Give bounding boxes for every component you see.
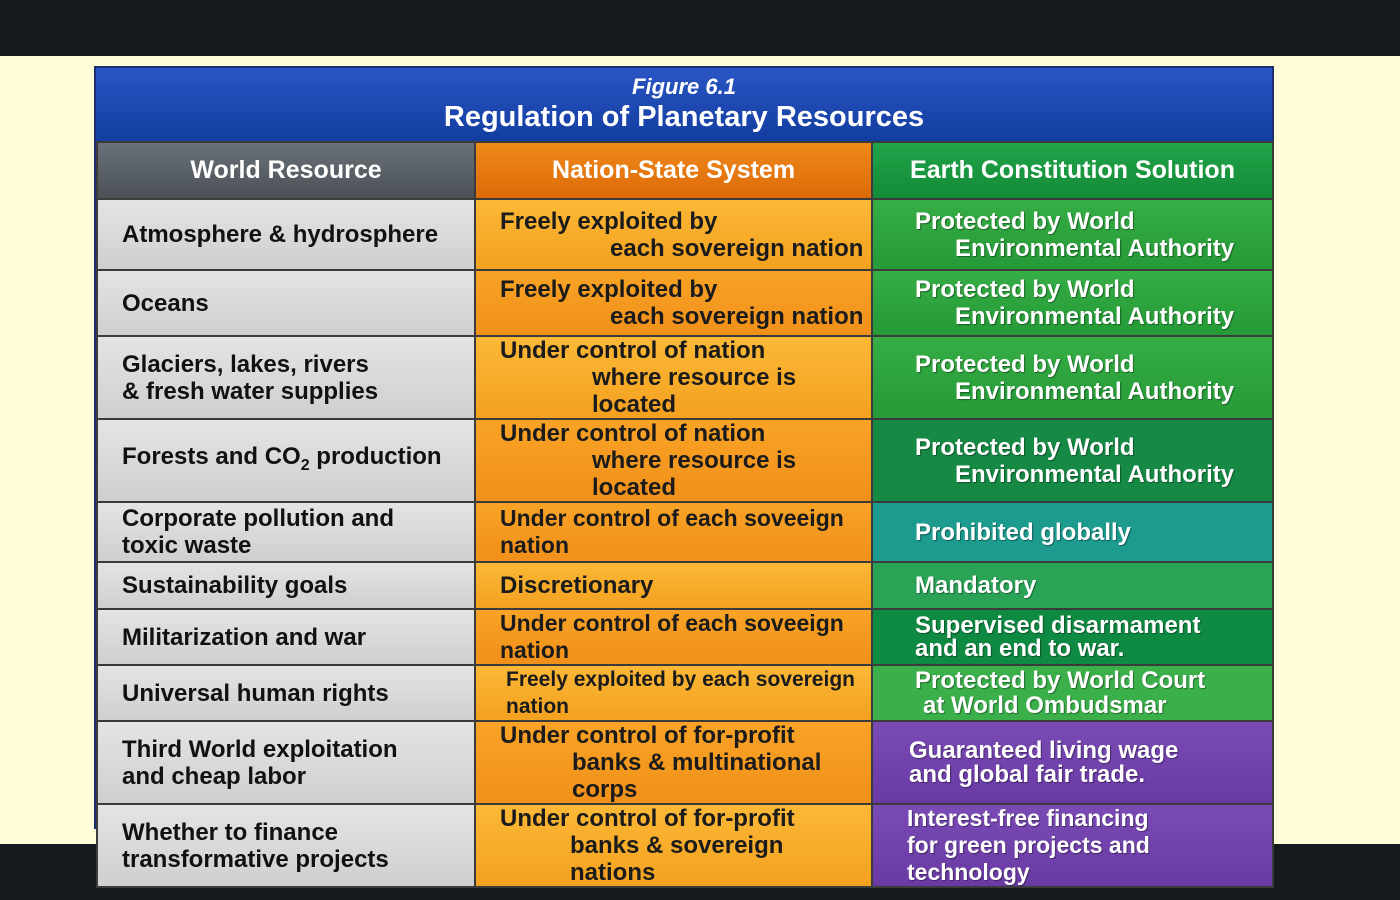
nation-state-line: where resource is located [592, 447, 797, 501]
resource-line [122, 443, 474, 479]
nation-state-line: Under control of each soveeign nation [500, 505, 844, 558]
nation-state-line: Under control of each soveeign nation [500, 610, 844, 663]
solution-line: Protected by World Court [915, 667, 1206, 694]
solution-line: Environmental Authority [955, 234, 1235, 262]
title-bar [96, 68, 1272, 141]
nation-state-cell [475, 721, 872, 804]
solution-line: and global fair trade. [909, 760, 1146, 788]
resource-line: Corporate pollution and [122, 505, 394, 532]
resource-line: Militarization and war [122, 623, 367, 651]
figure-canvas [0, 56, 1400, 886]
solution-line: Interest-free financing [907, 805, 1149, 831]
table-row [97, 721, 1273, 804]
resource-line: Glaciers, lakes, rivers [122, 350, 369, 378]
solution-line: and an end to war. [915, 635, 1125, 662]
nation-state-cell [475, 419, 872, 502]
solution-cell [872, 270, 1273, 336]
resource-cell [97, 336, 475, 419]
resource-line: Sustainability goals [122, 572, 348, 599]
solution-line: for green projects and technology [907, 832, 1150, 885]
solution-line: Guaranteed living wage [909, 736, 1179, 764]
nation-state-cell [475, 270, 872, 336]
solution-line: Environmental Authority [955, 460, 1235, 488]
nation-state-line: Under control of nation [500, 337, 766, 364]
nation-state-line: Under control of nation [500, 420, 766, 447]
header-nation-state-system: Nation-State System [475, 142, 872, 199]
table-row [97, 199, 1273, 270]
solution-line: Prohibited globally [915, 518, 1132, 546]
resource-table [96, 141, 1274, 888]
resource-line: & fresh water supplies [122, 377, 379, 405]
nation-state-line: banks & multinational corps [572, 749, 822, 803]
resource-cell [97, 502, 475, 562]
solution-line: Protected by World [915, 207, 1135, 235]
solution-cell [872, 562, 1273, 609]
resource-line: Universal human rights [122, 679, 389, 707]
solution-cell [872, 665, 1273, 721]
table-row [97, 609, 1273, 665]
resource-line: Whether to finance [122, 818, 339, 846]
solution-line: Supervised disarmament [915, 612, 1201, 639]
resource-cell [97, 804, 475, 887]
resource-text: Forests and CO [122, 442, 301, 470]
nation-state-line: Freely exploited by [500, 276, 718, 303]
solution-cell [872, 609, 1273, 665]
figure-number: Figure 6.1 [632, 74, 736, 99]
table-row [97, 804, 1273, 887]
solution-cell [872, 721, 1273, 804]
nation-state-cell [475, 199, 872, 270]
solution-line: Environmental Authority [955, 303, 1235, 330]
solution-line: Mandatory [915, 572, 1037, 599]
resource-line: Third World exploitation [122, 735, 398, 763]
solution-cell [872, 336, 1273, 419]
resource-line: toxic waste [122, 532, 252, 559]
solution-line: Protected by World [915, 433, 1135, 461]
nation-state-line: Under control of for-profit [500, 722, 795, 749]
header-world-resource: World Resource [97, 142, 475, 199]
nation-state-line: Under control of for-profit [500, 805, 795, 832]
nation-state-cell [475, 609, 872, 665]
resource-line: transformative projects [122, 845, 389, 873]
resource-line: Atmosphere & hydrosphere [122, 221, 439, 248]
solution-cell [872, 502, 1273, 562]
solution-cell [872, 199, 1273, 270]
table-row [97, 336, 1273, 419]
table-row [97, 419, 1273, 502]
solution-cell [872, 804, 1273, 887]
solution-cell [872, 419, 1273, 502]
table-row [97, 562, 1273, 609]
resource-text: production [309, 442, 442, 470]
header-row [97, 142, 1273, 199]
solution-line: at World Ombudsmar [923, 692, 1167, 719]
resource-cell [97, 721, 475, 804]
nation-state-line: banks & sovereign nations [570, 832, 784, 886]
resource-cell [97, 270, 475, 336]
resource-cell [97, 199, 475, 270]
figure-title: Regulation of Planetary Resources [443, 101, 925, 133]
nation-state-cell [475, 336, 872, 419]
resource-cell [97, 562, 475, 609]
figure-table-card [94, 66, 1274, 886]
nation-state-line: each sovereign nation [610, 303, 864, 330]
table-row [97, 502, 1273, 562]
resource-line: Oceans [122, 289, 209, 317]
resource-cell [97, 419, 475, 502]
nation-state-cell [475, 804, 872, 887]
nation-state-line: Discretionary [500, 572, 654, 599]
nation-state-cell [475, 562, 872, 609]
solution-line: Protected by World [915, 276, 1135, 303]
resource-cell [97, 665, 475, 721]
solution-line: Protected by World [915, 350, 1135, 378]
table-row [97, 665, 1273, 721]
table-row [97, 270, 1273, 336]
nation-state-cell [475, 665, 872, 721]
nation-state-line: Freely exploited by [500, 207, 718, 235]
solution-line: Environmental Authority [955, 377, 1235, 405]
resource-line: and cheap labor [122, 762, 307, 790]
nation-state-cell [475, 502, 872, 562]
nation-state-line: where resource is located [592, 364, 797, 418]
subscript-2: 2 [300, 456, 310, 474]
nation-state-line: Freely exploited by each sovereign nation [506, 668, 855, 718]
resource-cell [97, 609, 475, 665]
header-earth-constitution-solution: Earth Constitution Solution [872, 142, 1273, 199]
nation-state-line: each sovereign nation [610, 234, 864, 262]
